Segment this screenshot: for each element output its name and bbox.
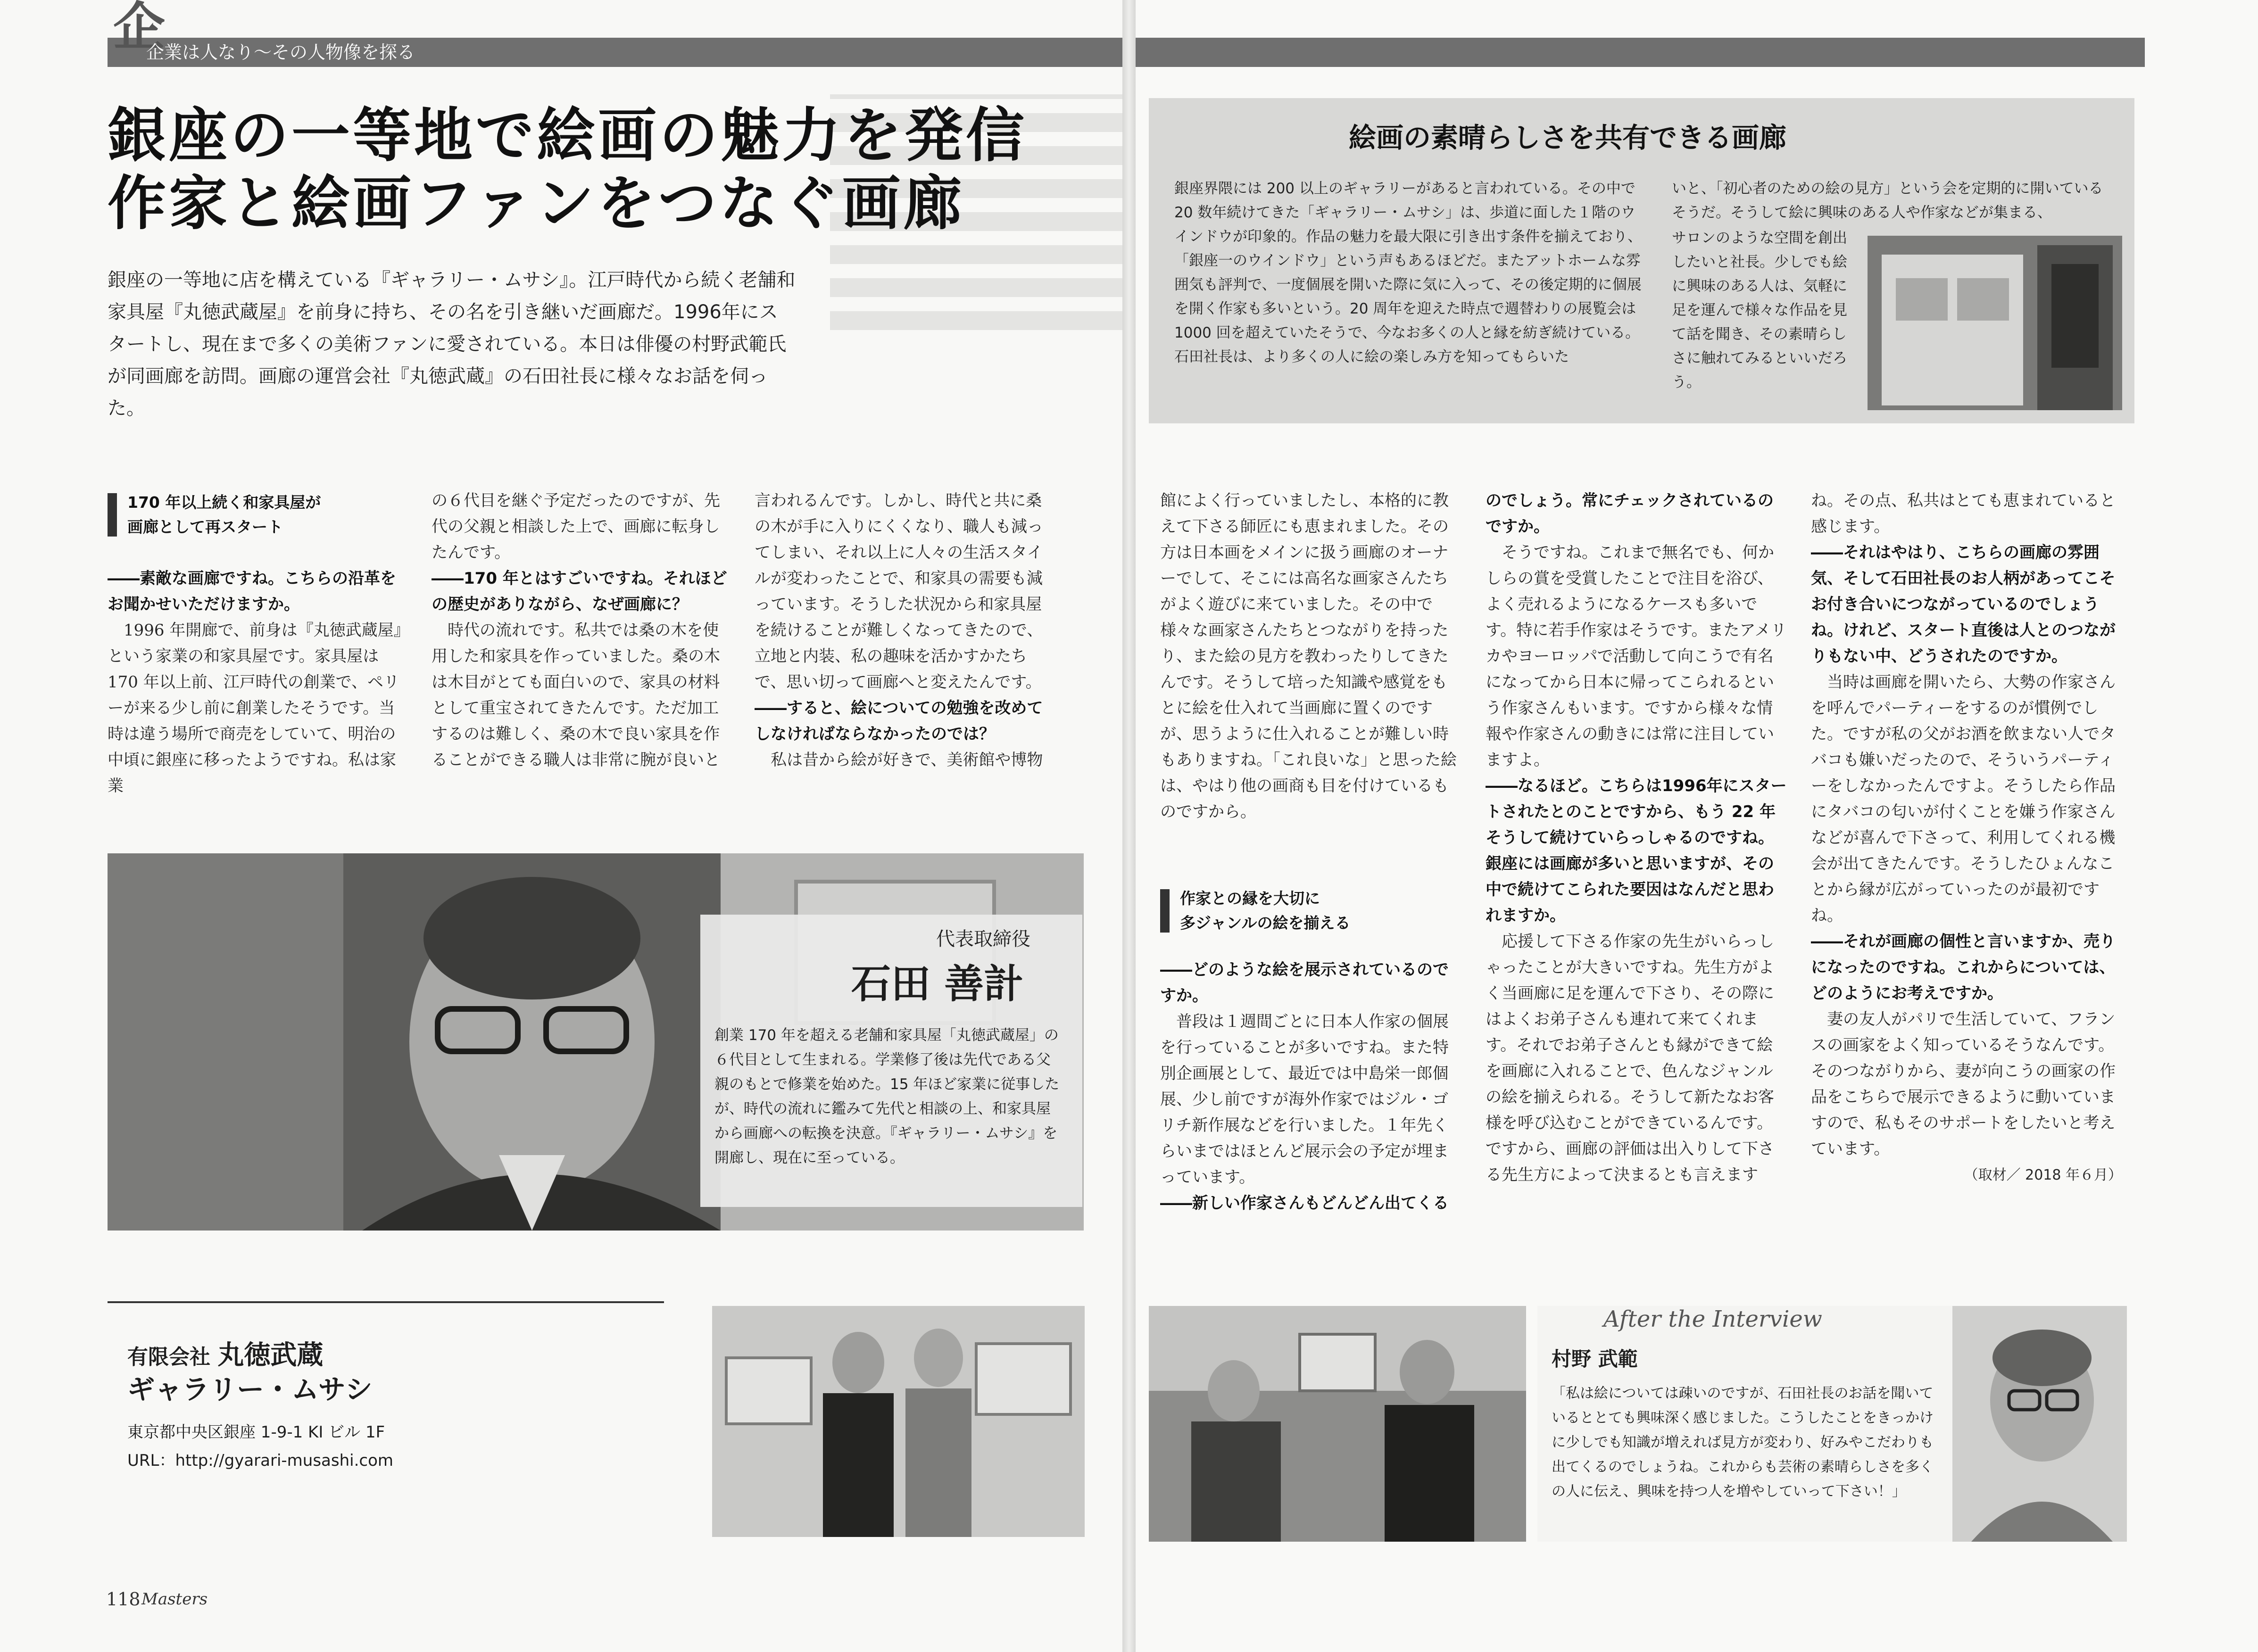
after-interview-title: After the Interview [1603, 1306, 1822, 1332]
company-type: 有限会社 [127, 1345, 210, 1369]
gallery-storefront-photo [1868, 236, 2122, 410]
answer: 館によく行っていましたし、本格的に教えて下さる師匠にも恵まれました。その方は日本画をメインに扱う画廊のオーナーでして、そこには高名な画家さんたちがよく遊びに来ていました。その中で様々な画家さんたちとつながりを持ったり、また絵の見方を教わったりしてきたんです。そうして培った知識や感覚をもとに絵を仕入れて当画廊に置くのですが、思うように仕入れることが難しい時もありますね。「これ良いな」と思った絵は、やはり他の画商も目を付けているものですから。 [1160, 491, 1457, 821]
column-4 [1160, 488, 1462, 825]
answer: 私は昔から絵が好きで、美術館や博物 [771, 751, 1043, 769]
column-1 [108, 566, 409, 799]
question: ――それはやはり、こちらの画廊の雰囲気、そして石田社長のお人柄があってこそお付き合いにつながっているのでしょうね。けれど、スタート直後は人とのつながりもない中、どうされたのですか。 [1811, 543, 2116, 666]
section-heading-1-line2: 画廊として再スタート [127, 518, 283, 536]
after-interview-box [1537, 1306, 1952, 1542]
storefront-illustration [1868, 236, 2122, 410]
murano-portrait-illustration [1952, 1306, 2127, 1542]
answer: 1996 年開廊で、前身は『丸徳武蔵屋』という家業の和家具屋です。家具屋は170 年以上前、江戸時代の創業で、ペリーが来る少し前に創業したそうです。当時は違う場所で商売をしていて、明治の中頃に銀座に移ったようですね。私は家業 [108, 621, 402, 795]
header-bar-right [1136, 38, 2145, 67]
company-address: 東京都中央区銀座 1-9-1 KI ビル 1F [127, 1423, 385, 1442]
question: ――どのような絵を展示されているのですか。 [1160, 960, 1449, 1005]
answer: そうですね。これまで無名でも、何かしらの賞を受賞したことで注目を浴び、よく売れるようになるケースも多いです。特に若手作家はそうです。またアメリカやヨーロッパで活動して向こうで有名になってから日本に帰ってこられるという作家さんもいます。ですから様々な情報や作家さんの動きには常に注目していますよ。 [1486, 543, 1787, 769]
question: のでしょう。常にチェックされているのですか。 [1486, 491, 1774, 536]
conversation-photo [1149, 1306, 1526, 1542]
section-heading-2-line1: 作家との縁を大切に [1180, 889, 1320, 908]
answer: 応援して下さる作家の先生がいらっしゃったことが大きいですね。先生方がよく当画廊に足を運んで下さり、その際にはよくお弟子さんも連れて来てくれます。それでお弟子さんとも縁ができて絵を画廊に入れることで、色んなジャンルの絵を揃えられる。そうして新たなお客様を呼び込むことができているんです。ですから、画廊の評価は出入りして下さる先生方によって決まるとも言えます [1486, 932, 1774, 1184]
gallery-name: ギャラリー・ムサシ [127, 1373, 373, 1405]
answer: の６代目を継ぐ予定だったのですが、先代の父親と相談した上で、画廊に転身したんです。 [432, 491, 720, 562]
feature-box-text-right-bottom: サロンのような空間を創出したいと社長。少しでも絵に興味のある人は、気軽に足を運んで様々な作品を見て話を聞き、その素晴らしさに触れてみるといいだろう。 [1672, 230, 1847, 391]
column-4b [1160, 957, 1462, 1216]
interview-credit: （取材／ 2018 年６月） [1964, 1167, 2122, 1183]
feature-box-text-right-top: いと、「初心者のための絵の見方」という会を定期的に開いているそうだ。そうして絵に興味のある人や作家などが集まる、 [1672, 180, 2103, 221]
after-interview-name: 村野 武範 [1552, 1347, 1638, 1371]
section-heading-1 [108, 490, 321, 539]
question: ――なるほど。こちらは1996年にスタートされたとのことですから、もう 22 年そうして続けていらっしゃるのですね。銀座には画廊が多いと思いますが、その中で続けてこられた要因はなんだと思われますか。 [1486, 776, 1787, 925]
company-name: 丸徳武蔵 [217, 1340, 324, 1371]
magazine-name: Masters [141, 1590, 208, 1609]
answer: 妻の友人がパリで生活していて、フランスの画家をよく知っているそうなんです。そのつながりから、妻が向こうの画家の作品をこちらで展示できるように動いていますので、私もそのサポートをしたいと考えています。 [1811, 1010, 2116, 1158]
section-heading-2 [1160, 886, 1351, 935]
two-men-photo [712, 1306, 1085, 1537]
page-gutter [1122, 0, 1136, 1652]
answer: 言われるんです。しかし、時代と共に桑の木が手に入りにくくなり、職人も減ってしまい、それ以上に人々の生活スタイルが変わったことで、和家具の需要も減っています。そうした状況から和家具屋を続けることが難しくなってきたので、立地と内装、私の趣味を活かすかたちで、思い切って画廊へと変えたんです。 [755, 491, 1043, 692]
question: ――新しい作家さんもどんどん出てくる [1160, 1194, 1449, 1213]
conversation-illustration [1149, 1306, 1526, 1542]
company-type-name [127, 1334, 323, 1372]
two-men-illustration [712, 1306, 1085, 1537]
section-heading-2-line2: 多ジャンルの絵を揃える [1180, 914, 1351, 932]
header-mark: 企 [113, 0, 165, 57]
column-3 [755, 488, 1056, 773]
column-2 [432, 488, 733, 773]
answer: 時代の流れです。私共では桑の木を使用した和家具を作っていました。桑の木は木目がとても面白いので、家具の材料として重宝されてきたんです。ただ加工するのは難しく、桑の木で良い家具を作ることができる職人は非常に腕が良いと [432, 621, 720, 769]
title-line-1: 銀座の一等地で絵画の魅力を発信 [108, 102, 1028, 170]
feature-box-text-left: 銀座界隈には 200 以上のギャラリーがあると言われている。その中で 20 数年続けてきた「ギャラリー・ムサシ」は、歩道に面した１階のウインドウが印象的。作品の魅力を最大限に引き出す条件を揃えており、「銀座一のウインドウ」という声もあるほどだ。またアットホームな雰囲気も評判で、一度個展を開いた際に気に入って、その後定期的に個展を開く作家も多いという。20 周年を迎えた時点で週替わりの展覧会は 1000 回を超えていたそうで、今なお多くの人と縁を紡ぎ続けている。 石田社長は、より多くの人に絵の楽しみ方を知ってもらいた [1174, 180, 1647, 365]
section-heading-1-line1: 170 年以上続く和家具屋が [127, 493, 321, 512]
question: ――素敵な画廊ですね。こちらの沿革をお聞かせいただけますか。 [108, 569, 396, 614]
title-line-2: 作家と絵画ファンをつなぐ画廊 [108, 170, 965, 238]
after-interview-comment: 「私は絵については疎いのですが、石田社長のお話を聞いているととても興味深く感じました。こうしたことをきっかけに少しでも知識が増えれば見方が変わり、好みやこだわりも出てくるのでしょうね。これからも芸術の素晴らしさを多くの人に伝え、興味を持つ人を増やしていって下さい！」 [1552, 1385, 1934, 1500]
page-number: 118 [106, 1589, 141, 1610]
header-label: 企業は人なり〜その人物像を探る [146, 42, 415, 63]
profile-box [700, 915, 1082, 1207]
feature-box-title: 絵画の素晴らしさを共有できる画廊 [1349, 122, 1787, 154]
murano-portrait-photo [1952, 1306, 2127, 1542]
question: ――それが画廊の個性と言いますか、売りになったのですね。これからについては、どのようにお考えですか。 [1811, 932, 2116, 1003]
profile-bio: 創業 170 年を超える老舗和家具屋「丸徳武蔵屋」の６代目として生まれる。学業修了後は先代である父親のもとで修業を始めた。15 年ほど家業に従事したが、時代の流れに鑑みて先代と相談の上、和家具屋から画廊への転換を決意。『ギャラリー・ムサシ』を開廊し、現在に至っている。 [714, 1027, 1060, 1166]
profile-role: 代表取締役 [936, 928, 1030, 950]
company-url[interactable]: URL：http://gyarari-musashi.com [127, 1451, 394, 1470]
column-6 [1811, 488, 2122, 1188]
question: ――すると、絵についての勉強を改めてしなければならなかったのでは？ [755, 699, 1043, 743]
company-rule [108, 1301, 664, 1303]
column-5 [1486, 488, 1787, 1188]
answer: ね。その点、私共はとても恵まれていると感じます。 [1811, 491, 2116, 536]
answer: 当時は画廊を開いたら、大勢の作家さんを呼んでパーティーをするのが慣例でした。ですが私の父がお酒を飲まない人でタバコも嫌いだったので、そういうパーティーをしなかったんですよ。そうしたら作品にタバコの匂いが付くことを嫌う作家さんなどが喜んで下さって、利用してくれる機会が出てきたんです。そうしたひょんなことから縁が広がっていったのが最初ですね。 [1811, 673, 2116, 925]
question: ――170 年とはすごいですね。それほどの歴史がありながら、なぜ画廊に？ [432, 569, 727, 614]
profile-name: 石田 善計 [851, 960, 1024, 1007]
answer: 普段は１週間ごとに日本人作家の個展を行っていることが多いですね。また特別企画展として、最近では中島栄一郎個展、少し前ですが海外作家ではジル・ゴリチ新作展などを行いました。１年先くらいまではほとんど展示会の予定が埋まっています。 [1160, 1012, 1449, 1187]
intro-paragraph: 銀座の一等地に店を構えている『ギャラリー・ムサシ』。江戸時代から続く老舗和家具屋『丸徳武蔵屋』を前身に持ち、その名を引き継いだ画廊だ。1996年にスタートし、現在まで多くの美術ファンに愛されている。本日は俳優の村野武範氏が同画廊を訪問。画廊の運営会社『丸徳武蔵』の石田社長に様々なお話を伺った。 [108, 269, 796, 419]
